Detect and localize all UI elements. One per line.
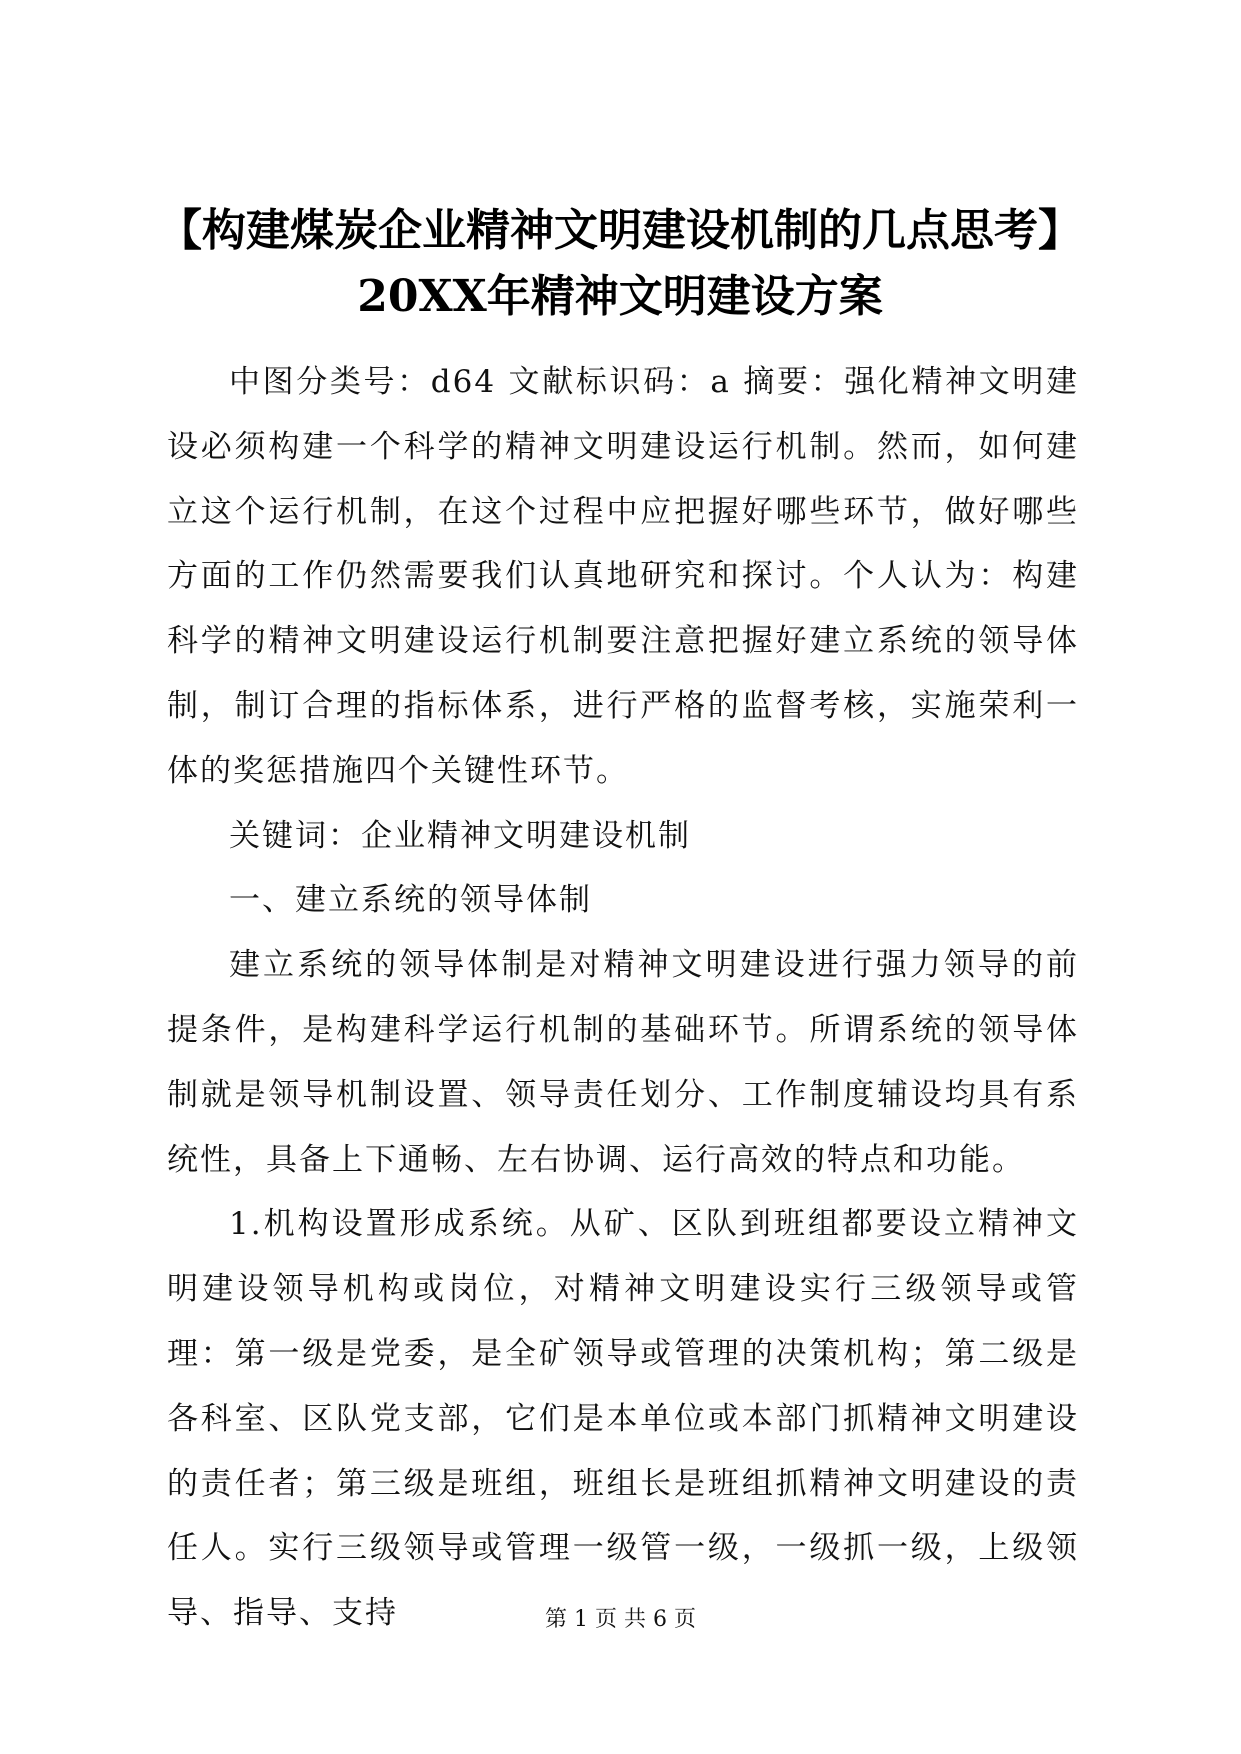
abstract-paragraph: 中图分类号：d64 文献标识码：a 摘要：强化精神文明建设必须构建一个科学的精神文明建设运行机制。然而，如何建立这个运行机制，在这个过程中应把握好哪些环节，做好哪些方面的工作仍然需要我们认真地研究和探讨。个人认为：构建科学的精神文明建设运行机制要注意把握好建立系统的领导体制，制订合理的指标体系，进行严格的监督考核，实施荣利一体的奖惩措施四个关键性环节。	[167, 364, 1079, 789]
page-number: 第 1 页 共 6 页	[545, 1607, 696, 1632]
document-title: 【构建煤炭企业精神文明建设机制的几点思考】20XX年精神文明建设方案	[158, 205, 1082, 322]
document-body	[167, 350, 1079, 1646]
keywords-paragraph: 关键词：企业精神文明建设机制	[229, 817, 691, 854]
body-paragraph: 建立系统的领导体制是对精神文明建设进行强力领导的前提条件，是构建科学运行机制的基础环节。所谓系统的领导体制就是领导机制设置、领导责任划分、工作制度辅设均具有系统性，具备上下通畅、左右协调、运行高效的特点和功能。	[167, 947, 1079, 1178]
body-paragraph: 1.机构设置形成系统。从矿、区队到班组都要设立精神文明建设领导机构或岗位，对精神文明建设实行三级领导或管理：第一级是党委，是全矿领导或管理的决策机构；第二级是各科室、区队党支部，它们是本单位或本部门抓精神文明建设的责任者；第三级是班组，班组长是班组抓精神文明建设的责任人。实行三级领导或管理一级管一级，一级抓一级，上级领导、指导、支持	[167, 1206, 1079, 1632]
section-heading: 一、建立系统的领导体制	[229, 882, 592, 919]
